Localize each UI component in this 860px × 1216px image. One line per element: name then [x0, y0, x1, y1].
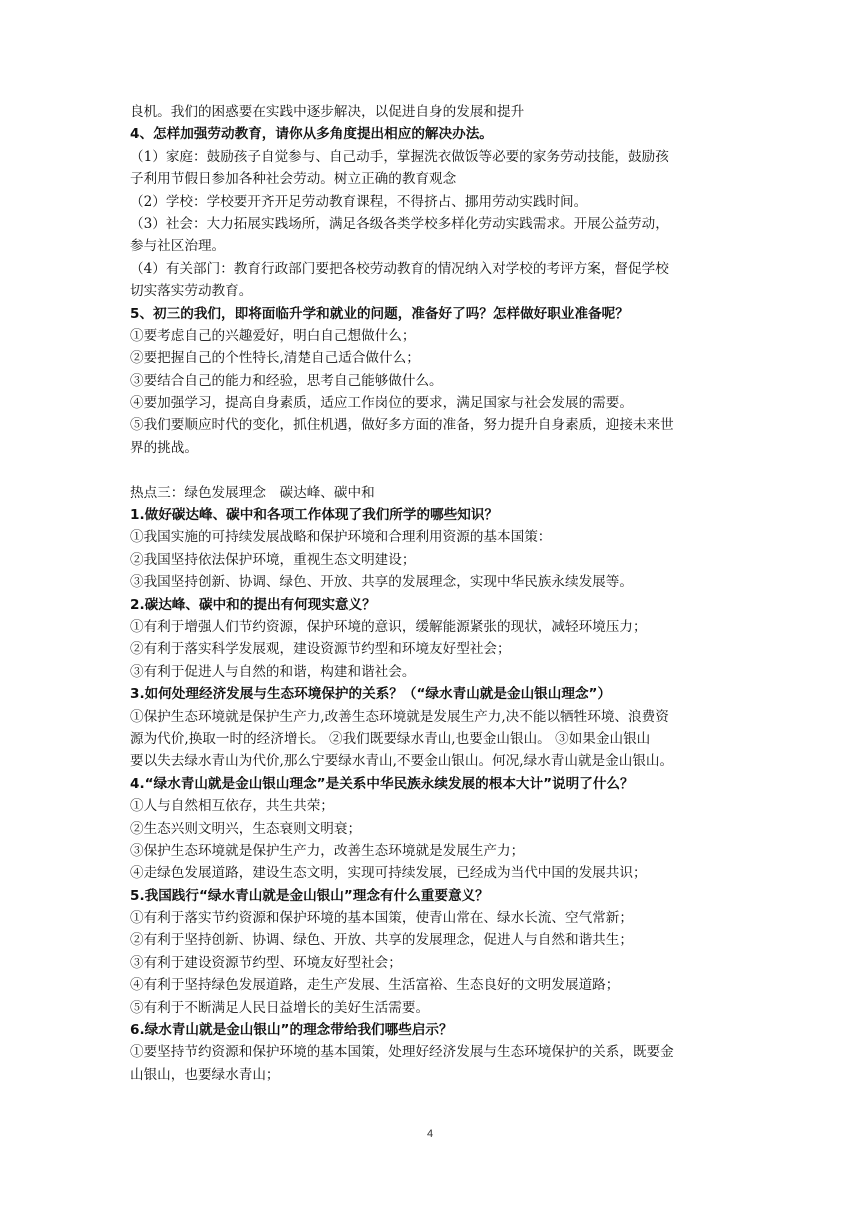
text-line: ①要坚持节约资源和保护环境的基本国策，处理好经济发展与生态环境保护的关系，既要金	[130, 1044, 674, 1061]
text-line: ②我国坚持依法保护环境，重视生态文明建设；	[130, 551, 416, 568]
text-line: ③有利于建设资源节约型、环境友好型社会；	[130, 954, 402, 971]
question-heading: 2.碳达峰、碳中和的提出有何现实意义？	[130, 596, 376, 613]
text-line: ①有利于落实节约资源和保护环境的基本国策，使青山常在、绿水长流、空气常新；	[130, 910, 633, 927]
question-heading: 4、怎样加强劳动教育，请你从多角度提出相应的解决办法。	[130, 126, 493, 143]
text-line: ③保护生态环境就是保护生产力，改善生态环境就是发展生产力；	[130, 842, 525, 859]
page-number: 4	[426, 1128, 434, 1140]
text-line: （4）有关部门：教育行政部门要把各校劳动教育的情况纳入对学校的考评方案，督促学校	[130, 260, 669, 277]
text-line: ①有利于增强人们节约资源，保护环境的意识，缓解能源紧张的现状，减轻环境压力；	[130, 618, 647, 635]
text-line: ③我国坚持创新、协调、绿色、开放、共享的发展理念，实现中华民族永续发展等。	[130, 574, 633, 591]
question-heading: 3.如何处理经济发展与生态环境保护的关系？（“绿水青山就是金山银山理念”）	[130, 686, 612, 703]
text-line: ④要加强学习，提高自身素质，适应工作岗位的要求，满足国家与社会发展的需要。	[130, 395, 633, 412]
question-heading: 5.我国践行“绿水青山就是金山银山”理念有什么重要意义？	[130, 887, 489, 904]
text-line: ②生态兴则文明兴，生态衰则文明衰；	[130, 820, 362, 837]
document-body	[130, 101, 730, 1086]
question-heading: 4.“绿水青山就是金山银山理念”是关系中华民族永续发展的根本大计”说明了什么？	[130, 775, 634, 792]
section-heading: 热点三：绿色发展理念 碳达峰、碳中和	[130, 484, 375, 501]
question-heading: 5、初三的我们，即将面临升学和就业的问题，准备好了吗？怎样做好职业准备呢？	[130, 305, 629, 322]
text-line: （1）家庭：鼓励孩子自觉参与、自己动手，掌握洗衣做饭等必要的家务劳动技能，鼓励孩	[130, 148, 669, 165]
text-line: ③有利于促进人与自然的和谐，构建和谐社会。	[130, 663, 416, 680]
text-line: 山银山，也要绿水青山；	[130, 1066, 280, 1083]
text-line: ⑤有利于不断满足人民日益增长的美好生活需要。	[130, 999, 430, 1016]
text-line: ④走绿色发展道路，建设生态文明，实现可持续发展，已经成为当代中国的发展共识；	[130, 865, 647, 882]
text-line: （3）社会：大力拓展实践场所，满足各级各类学校多样化劳动实践需求。开展公益劳动，	[130, 215, 669, 232]
text-line: 参与社区治理。	[130, 238, 226, 255]
text-line: ②要把握自己的个性特长,清楚自己适合做什么；	[130, 350, 420, 367]
text-line: ③要结合自己的能力和经验，思考自己能够做什么。	[130, 372, 443, 389]
text-line: 源为代价,换取一时的经济增长。 ②我们既要绿水青山,也要金山银山。 ③如果金山银山	[130, 730, 651, 747]
text-line: ①我国实施的可持续发展战略和保护环境和合理利用资源的基本国策：	[130, 529, 552, 546]
text-line: （2）学校：学校要开齐开足劳动教育课程，不得挤占、挪用劳动实践时间。	[130, 193, 588, 210]
text-line: ⑤我们要顺应时代的变化，抓住机遇，做好多方面的准备，努力提升自身素质，迎接未来世	[130, 417, 674, 434]
text-line: ①保护生态环境就是保护生产力,改善生态环境就是发展生产力,决不能以牺牲环境、浪费资	[130, 708, 669, 725]
text-line: 要以失去绿水青山为代价,那么宁要绿水青山,不要金山银山。何况,绿水青山就是金山银山。	[130, 753, 674, 770]
text-line: 良机。我们的困惑要在实践中逐步解决，以促进自身的发展和提升	[130, 104, 525, 120]
text-line: ①要考虑自己的兴趣爱好，明白自己想做什么；	[130, 327, 416, 344]
text-line: ①人与自然相互依存，共生共荣；	[130, 798, 334, 815]
text-line: ②有利于落实科学发展观，建设资源节约型和环境友好型社会；	[130, 641, 511, 658]
question-heading: 6.绿水青山就是金山银山”的理念带给我们哪些启示？	[130, 1022, 453, 1039]
text-line: 切实落实劳动教育。	[130, 283, 253, 300]
text-line: ④有利于坚持绿色发展道路，走生产发展、生活富裕、生态良好的文明发展道路；	[130, 977, 620, 994]
question-heading: 1.做好碳达峰、碳中和各项工作体现了我们所学的哪些知识？	[130, 507, 499, 524]
text-line: 界的挑战。	[130, 439, 198, 456]
text-line: ②有利于坚持创新、协调、绿色、开放、共享的发展理念，促进人与自然和谐共生；	[130, 932, 633, 949]
text-line: 子利用节假日参加各种社会劳动。树立正确的教育观念	[130, 171, 457, 188]
blank-line	[130, 459, 730, 481]
